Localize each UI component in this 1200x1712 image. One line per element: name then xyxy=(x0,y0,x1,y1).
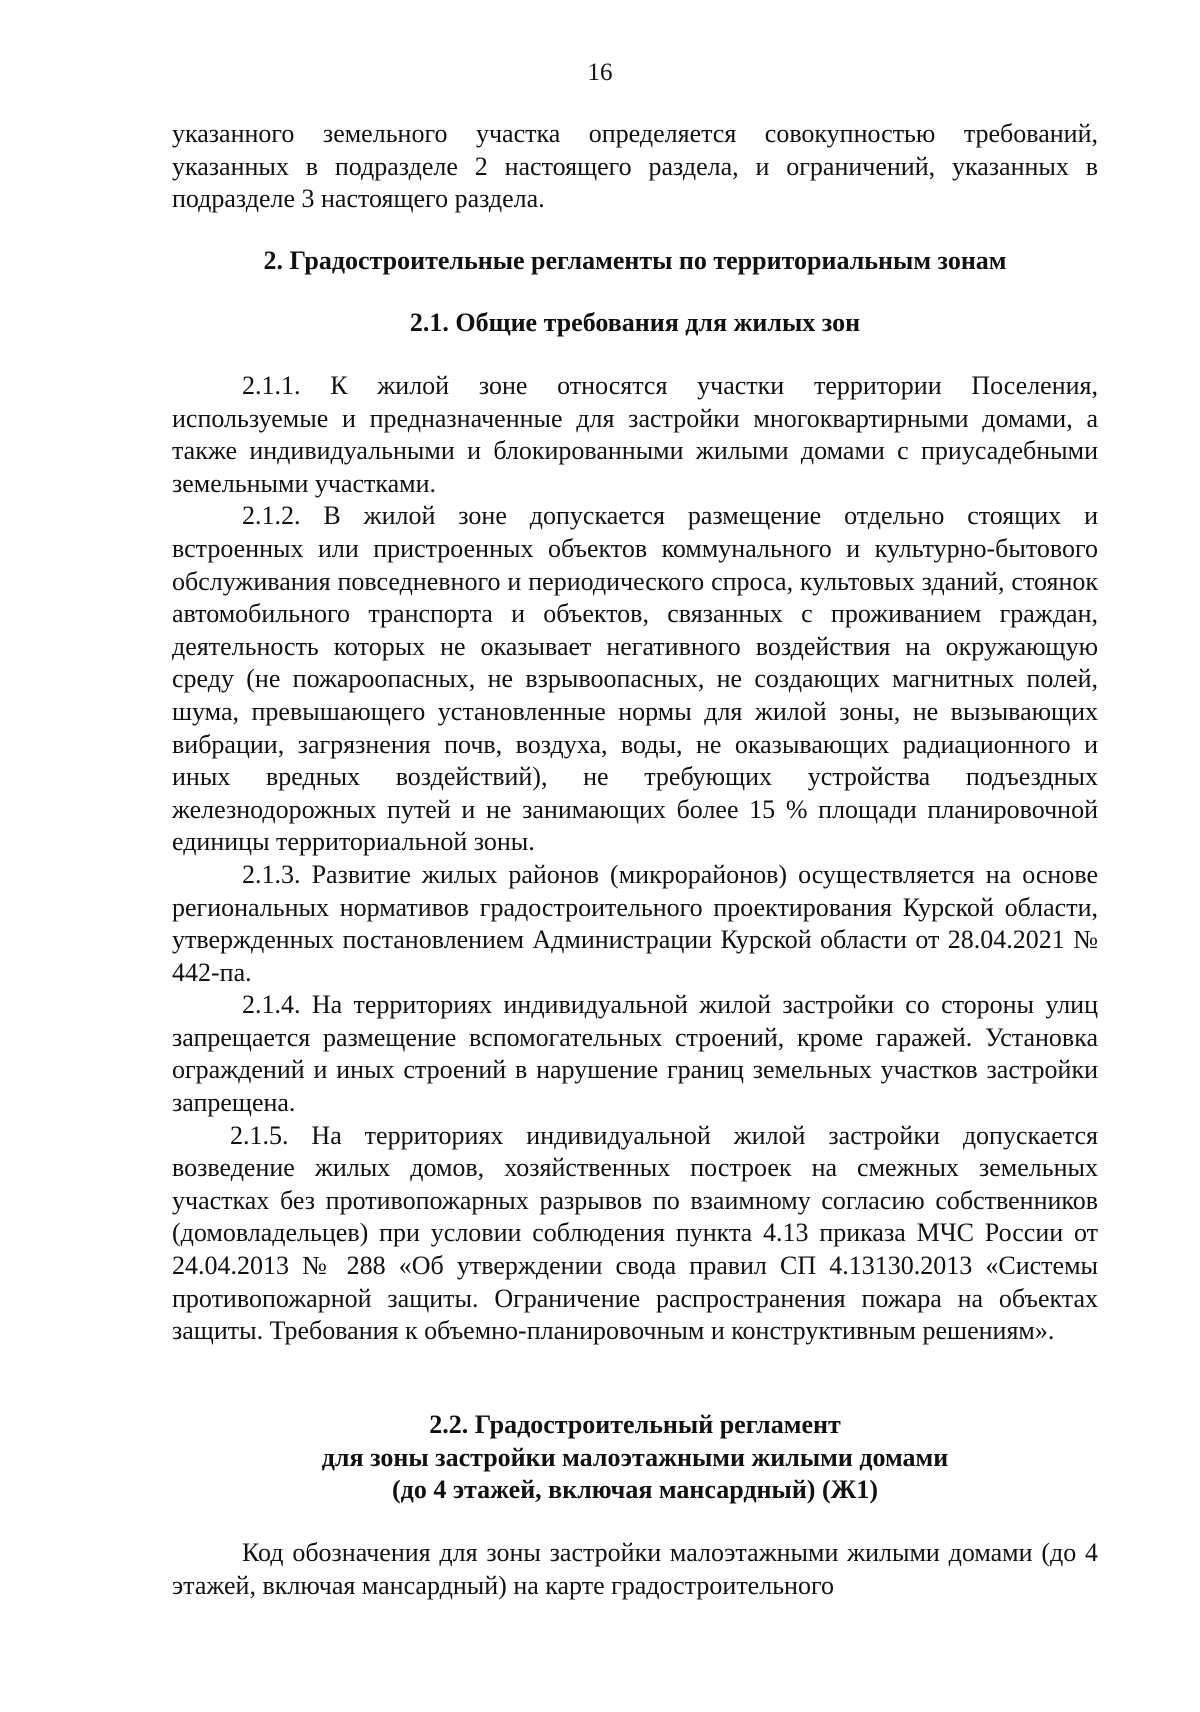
section-2-2-body xyxy=(172,1537,1098,1602)
paragraph-2-1-4: 2.1.4. На территориях индивидуальной жилой застройки со стороны улиц запрещается размещение вспомогательных строений, кроме гаражей. Установка ограждений и иных строений в нарушение границ земельных участков застройки запрещена. xyxy=(172,990,1098,1118)
section-2-1-heading: 2.1. Общие требования для жилых зон xyxy=(409,308,861,337)
section-2-2-heading xyxy=(172,1409,1098,1507)
paragraph-2-1-1: 2.1.1. К жилой зоне относятся участки территории Поселения, используемые и предназначенные для застройки многоквартирными домами, а также индивидуальными и блокированными жилыми домами с приусадебными земельными участками. xyxy=(172,371,1098,498)
paragraph-2-1-5: 2.1.5. На территориях индивидуальной жилой застройки допускается возведение жилых домов, хозяйственных построек на смежных земельных участках без противопожарных разрывов по взаимному согласию собственников (домовладельцев) при условии соблюдения пункта 4.13 приказа МЧС России от 24.04.2013 № 288 «Об утверждении свода правил СП 4.13130.2013 «Системы противопожарной защиты. Ограничение распространения пожара на объектах защиты. Требования к объемно-планировочным и конструктивным решениям». xyxy=(172,1120,1098,1346)
paragraph-2-1-3: 2.1.3. Развитие жилых районов (микрорайонов) осуществляется на основе региональных нормативов градостроительного проектирования Курской области, утвержденных постановлением Администрации Курской области от 28.04.2021 № 442-па. xyxy=(172,859,1098,987)
paragraph-2-2-code: Код обозначения для зоны застройки малоэтажными жилыми домами (до 4 этажей, включая мансардный) на карте градостроительного xyxy=(172,1538,1098,1600)
intro-text-block xyxy=(172,118,1098,216)
section-2-heading: 2. Градостроительные регламенты по территориальным зонам xyxy=(263,246,1007,275)
paragraph-2-1-2: 2.1.2. В жилой зоне допускается размещение отдельно стоящих и встроенных или пристроенных объектов коммунального и культурно-бытового обслуживания повседневного и периодического спроса, культовых зданий, стоянок автомобильного транспорта и объектов, связанных с проживанием граждан, деятельность которых не оказывает негативного воздействия на окружающую среду (не пожароопасных, не взрывоопасных, не создающих магнитных полей, шума, превышающего установленные нормы для жилой зоны, не вызывающих вибрации, загрязнения почв, воздуха, воды, не оказывающих радиационного и иных вредных воздействий), не требующих устройства подъездных железнодорожных путей и не занимающих более 15 % площади планировочной единицы территориальной зоны. xyxy=(172,501,1098,857)
section-2-2-heading-line: 2.2. Градостроительный регламент xyxy=(429,1410,841,1439)
intro-paragraph: указанного земельного участка определяется совокупностью требований, указанных в подразделе 2 настоящего раздела, и ограничений, указанных в подразделе 3 настоящего раздела. xyxy=(172,119,1098,214)
section-2-1-body xyxy=(172,370,1098,1348)
page-number: 16 xyxy=(587,59,613,86)
section-2-2-heading-line: (до 4 этажей, включая мансардный) (Ж1) xyxy=(392,1475,878,1505)
section-2-2-heading-line: для зоны застройки малоэтажными жилыми домами xyxy=(321,1442,949,1472)
